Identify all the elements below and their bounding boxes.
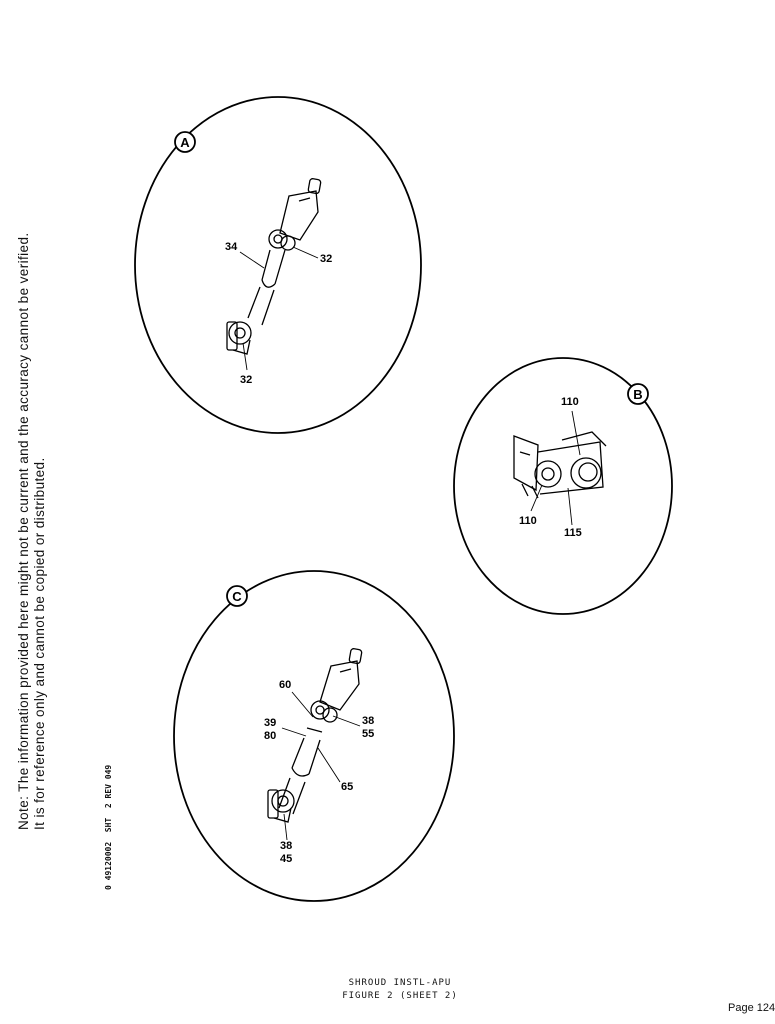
callout-c-38-top: 38 <box>362 715 375 727</box>
disclaimer-line-1: Note: The information provided here might not be current and the accuracy cannot be verified. <box>16 232 31 830</box>
figure-caption <box>260 977 540 1003</box>
callout-b-110-bottom: 110 <box>519 515 537 527</box>
callout-c-39: 39 <box>264 717 277 729</box>
disclaimer-line-2: It is for reference only and cannot be copied or distributed. <box>32 457 47 830</box>
detail-c <box>174 571 454 901</box>
callout-b-110-top: 110 <box>561 396 579 408</box>
linkage-assembly-c <box>268 648 362 822</box>
leader-110-top <box>572 411 580 455</box>
callout-c-55: 55 <box>362 728 375 740</box>
detail-c-circle <box>174 571 454 901</box>
callout-b-115: 115 <box>564 527 582 539</box>
callout-c-80: 80 <box>264 730 277 742</box>
callout-c-38-bottom: 38 <box>280 840 293 852</box>
leader-115 <box>568 488 572 525</box>
callout-a-34: 34 <box>225 241 238 253</box>
callout-c-60: 60 <box>279 679 292 691</box>
caption-figure: FIGURE 2 (SHEET 2) <box>342 991 458 1001</box>
leader-60 <box>292 692 313 717</box>
callout-a-32-top: 32 <box>320 253 333 265</box>
page-number: Page 124 <box>728 1002 775 1014</box>
detail-b-letter: B <box>633 387 643 402</box>
callout-c-65: 65 <box>341 781 354 793</box>
detail-a <box>135 97 421 433</box>
caption-title: SHROUD INSTL-APU <box>348 978 452 988</box>
drawing-number: 0 49120002 SHT 2 REV 049 <box>104 764 113 890</box>
detail-a-letter: A <box>180 135 190 150</box>
callout-a-32-bottom: 32 <box>240 374 253 386</box>
leader-32-top <box>293 247 318 258</box>
leader-65 <box>318 748 340 782</box>
fitting-assembly-b <box>514 432 606 498</box>
leader-34 <box>240 252 264 268</box>
linkage-assembly-a <box>227 178 321 354</box>
callout-c-45: 45 <box>280 853 293 865</box>
leader-38-45 <box>284 814 287 840</box>
detail-c-letter: C <box>232 589 242 604</box>
leader-38-55 <box>333 716 360 726</box>
leader-32-bottom <box>243 343 247 370</box>
leader-39-80 <box>282 728 306 736</box>
